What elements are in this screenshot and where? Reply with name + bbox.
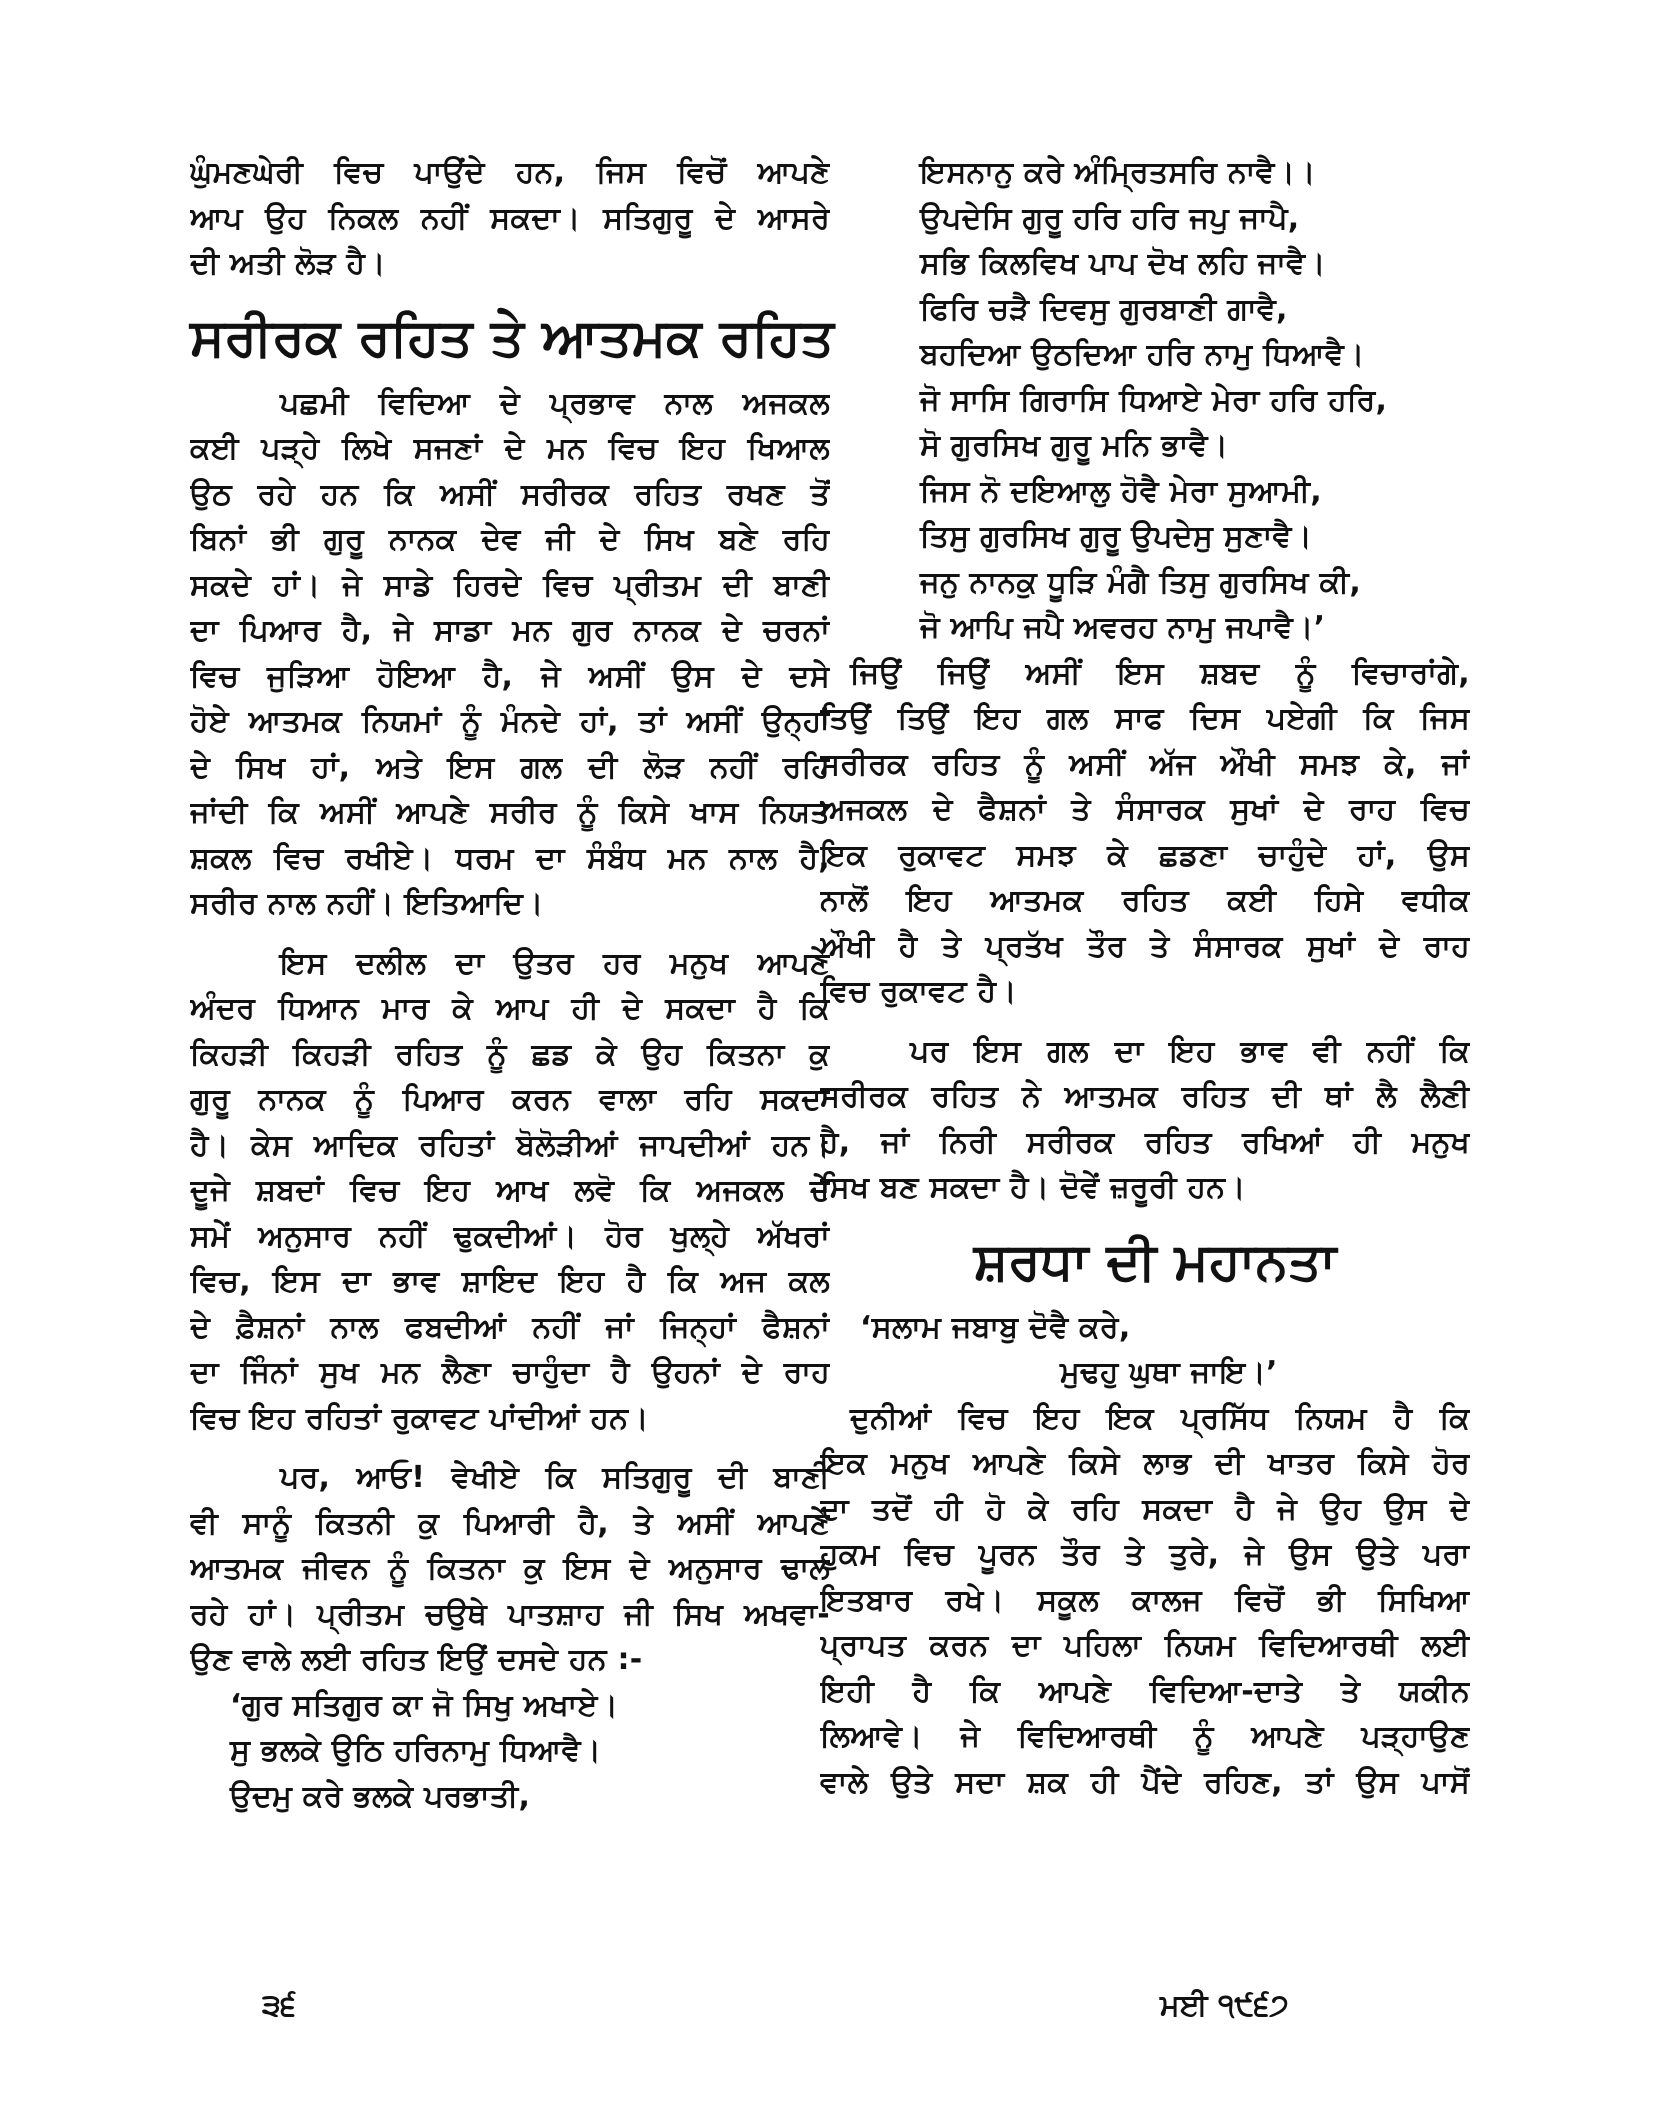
- quote-line: ਮੁਢਹੁ ਘੁਥਾ ਜਾਇ।’: [1060, 1355, 1278, 1390]
- text-line: ਵਿਚ ਰੁਕਾਵਟ ਹੈ।: [820, 974, 1017, 1009]
- text-line: ਨਾਲੋਂ ਇਹ ਆਤਮਕ ਰਹਿਤ ਕਈ ਹਿਸੇ ਵਧੀਕ: [820, 883, 1470, 918]
- text-line: ਸਰੀਰਕ ਰਹਿਤ ਨੂੰ ਅਸੀਂ ਅੱਜ ਔਖੀ ਸਮਝ ਕੇ, ਜਾਂ: [820, 746, 1470, 782]
- text-line: ਵਿਚ ਜੁੜਿਆ ਹੋਇਆ ਹੈ, ਜੇ ਅਸੀਂ ਉਸ ਦੇ ਦਸੇ: [190, 658, 830, 694]
- text-line: ਵਿਚ ਇਹ ਰਹਿਤਾਂ ਰੁਕਾਵਟ ਪਾਂਦੀਆਂ ਹਨ।: [190, 1400, 649, 1436]
- text-line: ਦਾ ਜਿੰਨਾਂ ਸੁਖ ਮਨ ਲੈਣਾ ਚਾਹੁੰਦਾ ਹੈ ਉਹਨਾਂ ਦੇ ਰਾਹ: [190, 1355, 830, 1390]
- text-line: ਇਤਬਾਰ ਰਖੇ। ਸਕੂਲ ਕਾਲਜ ਵਿਚੋਂ ਭੀ ਸਿਖਿਆ: [820, 1582, 1470, 1618]
- verse-line: ਜੋ ਆਪਿ ਜਪੈ ਅਵਰਹ ਨਾਮੁ ਜਪਾਵੈ।’: [920, 610, 1326, 645]
- verse-line: ਬਹਦਿਆ ਉਠਦਿਆ ਹਰਿ ਨਾਮੁ ਧਿਆਵੈ।: [920, 337, 1365, 372]
- text-line: ਉਠ ਰਹੇ ਹਨ ਕਿ ਅਸੀਂ ਸਰੀਰਕ ਰਹਿਤ ਰਖਣ ਤੋਂ: [190, 476, 830, 512]
- verse-line: ਸੋ ਗੁਰਸਿਖ ਗੁਰੂ ਮਨਿ ਭਾਵੈ।: [920, 428, 1229, 463]
- text-line: ਦੇ ਫ਼ੈਸ਼ਨਾਂ ਨਾਲ ਫਬਦੀਆਂ ਨਹੀਂ ਜਾਂ ਜਿਨ੍ਹਾਂ ਫੈਸ਼ਨਾਂ: [190, 1309, 830, 1345]
- verse-line: ਜਿਸ ਨੋ ਦਇਆਲੁ ਹੋਵੈ ਮੇਰਾ ਸੁਆਮੀ,: [920, 473, 1322, 509]
- text-line: ਅੰਦਰ ਧਿਆਨ ਮਾਰ ਕੇ ਆਪ ਹੀ ਦੇ ਸਕਦਾ ਹੈ ਕਿ: [190, 991, 830, 1026]
- text-line: ਪਰ ਇਸ ਗਲ ਦਾ ਇਹ ਭਾਵ ਵੀ ਨਹੀਂ ਕਿ: [910, 1033, 1470, 1069]
- verse-line: ਸਭਿ ਕਿਲਵਿਖ ਪਾਪ ਦੋਖ ਲਹਿ ਜਾਵੈ।: [920, 246, 1326, 281]
- text-line: ਜਿਉਂ ਜਿਉਂ ਅਸੀਂ ਇਸ ਸ਼ਬਦ ਨੂੰ ਵਿਚਾਰਾਂਗੇ,: [850, 655, 1470, 691]
- verse-line: ਜੋ ਸਾਸਿ ਗਿਰਾਸਿ ਧਿਆਏ ਮੇਰਾ ਹਰਿ ਹਰਿ,: [920, 382, 1388, 418]
- text-line: ਸਰੀਰਕ ਰਹਿਤ ਨੇ ਆਤਮਕ ਰਹਿਤ ਦੀ ਥਾਂ ਲੈ ਲੈਣੀ: [820, 1079, 1470, 1114]
- left-para-2: [190, 381, 830, 927]
- text-line: ਦੀ ਅਤੀ ਲੋੜ ਹੈ।: [190, 246, 386, 281]
- text-line: ਇਹੀ ਹੈ ਕਿ ਆਪਣੇ ਵਿਦਿਆ-ਦਾਤੇ ਤੇ ਯਕੀਨ: [820, 1673, 1470, 1709]
- text-line: ਦਾ ਪਿਆਰ ਹੈ, ਜੇ ਸਾਡਾ ਮਨ ਗੁਰ ਨਾਨਕ ਦੇ ਚਰਨਾਂ: [190, 613, 830, 648]
- verse-line: ਸੁ ਭਲਕੇ ਉਠਿ ਹਰਿਨਾਮੁ ਧਿਆਵੈ।: [230, 1733, 602, 1768]
- text-line: ਵਾਲੇ ਉਤੇ ਸਦਾ ਸ਼ਕ ਹੀ ਪੈਂਦੇ ਰਹਿਣ, ਤਾਂ ਉਸ ਪਾਸੋਂ: [820, 1764, 1470, 1800]
- verse-line: ਤਿਸੁ ਗੁਰਸਿਖ ਗੁਰੂ ਉਪਦੇਸੁ ਸੁਣਾਵੈ।: [920, 519, 1313, 554]
- text-line: ਕਈ ਪੜ੍ਹੇ ਲਿਖੇ ਸਜਣਾਂ ਦੇ ਮਨ ਵਿਚ ਇਹ ਖਿਆਲ: [190, 431, 830, 466]
- verse-line: ਉਦਮੁ ਕਰੇ ਭਲਕੇ ਪਰਭਾਤੀ,: [230, 1778, 531, 1814]
- text-line: ਗੁਰੂ ਨਾਨਕ ਨੂੰ ਪਿਆਰ ਕਰਨ ਵਾਲਾ ਰਹਿ ਸਕਦਾ: [190, 1082, 830, 1117]
- text-line: ਕਿਹੜੀ ਕਿਹੜੀ ਰਹਿਤ ਨੂੰ ਛਡ ਕੇ ਉਹ ਕਿਤਨਾ ਕੁ: [190, 1036, 830, 1072]
- text-line: ਔਖੀ ਹੈ ਤੇ ਪ੍ਰਤੱਖ ਤੌਰ ਤੇ ਸੰਸਾਰਕ ਸੁਖਾਂ ਦੇ ਰਾਹ: [820, 928, 1470, 964]
- left-column: [190, 150, 834, 1819]
- text-line: ਇਸ ਦਲੀਲ ਦਾ ਉਤਰ ਹਰ ਮਨੁਖ ਆਪਣੇ: [280, 945, 830, 981]
- text-line: ਸਰੀਰ ਨਾਲ ਨਹੀਂ। ਇਤਿਆਦਿ।: [190, 886, 544, 921]
- text-line: ਦੁਨੀਆਂ ਵਿਚ ਇਹ ਇਕ ਪ੍ਰਸਿੱਧ ਨਿਯਮ ਹੈ ਕਿ: [850, 1400, 1470, 1436]
- verse-line: ਫਿਰਿ ਚੜੈ ਦਿਵਸੁ ਗੁਰਬਾਣੀ ਗਾਵੈ,: [920, 291, 1288, 327]
- right-column: [820, 150, 1470, 1805]
- section-heading-physical-spiritual: ਸਰੀਰਕ ਰਹਿਤ ਤੇ ਆਤਮਕ ਰਹਿਤ: [190, 307, 834, 368]
- right-para-3: [820, 1396, 1470, 1806]
- text-line: ਲਿਆਵੇ। ਜੇ ਵਿਦਿਆਰਥੀ ਨੂੰ ਆਪਣੇ ਪੜ੍ਹਾਉਣ: [820, 1719, 1470, 1754]
- text-line: ਇਕ ਰੁਕਾਵਟ ਸਮਝ ਕੇ ਛਡਣਾ ਚਾਹੁੰਦੇ ਹਾਂ, ਉਸ: [820, 837, 1470, 873]
- section-heading-faith: ਸ਼ਰਧਾ ਦੀ ਮਹਾਨਤਾ: [973, 1231, 1337, 1292]
- text-line: ਪਰ, ਆਓ! ਵੇਖੀਏ ਕਿ ਸਤਿਗੁਰੂ ਦੀ ਬਾਣੀ: [280, 1460, 830, 1495]
- text-line: ਸਮੇਂ ਅਨੁਸਾਰ ਨਹੀਂ ਢੁਕਦੀਆਂ। ਹੋਰ ਖੁਲ੍ਹੇ ਅੱਖਰਾਂ: [190, 1218, 830, 1254]
- text-line: ਪ੍ਰਾਪਤ ਕਰਨ ਦਾ ਪਹਿਲਾ ਨਿਯਮ ਵਿਦਿਆਰਥੀ ਲਈ: [820, 1628, 1470, 1663]
- text-line: ਅਜਕਲ ਦੇ ਫੈਸ਼ਨਾਂ ਤੇ ਸੰਸਾਰਕ ਸੁਖਾਂ ਦੇ ਰਾਹ ਵਿਚ: [820, 792, 1470, 827]
- right-para-1: [820, 651, 1470, 1015]
- verse-line: ‘ਗੁਰ ਸਤਿਗੁਰ ਕਾ ਜੋ ਸਿਖੁ ਅਖਾਏ।: [230, 1687, 619, 1723]
- page-number: ੩੬: [262, 1988, 296, 2023]
- text-line: ਵਿਚ, ਇਸ ਦਾ ਭਾਵ ਸ਼ਾਇਦ ਇਹ ਹੈ ਕਿ ਅਜ ਕਲ: [190, 1264, 830, 1299]
- text-line: ਸਿਖ ਬਣ ਸਕਦਾ ਹੈ। ਦੋਵੇਂ ਜ਼ਰੂਰੀ ਹਨ।: [820, 1170, 1246, 1205]
- text-line: ਪਛਮੀ ਵਿਦਿਆ ਦੇ ਪ੍ਰਭਾਵ ਨਾਲ ਅਜਕਲ: [280, 385, 830, 421]
- right-verse: [820, 150, 1470, 651]
- text-line: ਸ਼ਕਲ ਵਿਚ ਰਖੀਏ। ਧਰਮ ਦਾ ਸੰਬੰਧ ਮਨ ਨਾਲ ਹੈ,: [190, 840, 830, 876]
- text-line: ਰਹੇ ਹਾਂ। ਪ੍ਰੀਤਮ ਚਉਥੇ ਪਾਤਸ਼ਾਹ ਜੀ ਸਿਖ ਅਖਵਾ-: [190, 1596, 830, 1632]
- left-para-3: [190, 941, 830, 1442]
- text-line: ਵੀ ਸਾਨੂੰ ਕਿਤਨੀ ਕੁ ਪਿਆਰੀ ਹੈ, ਤੇ ਅਸੀਂ ਆਪਣੇ: [190, 1505, 830, 1541]
- text-line: ਬਿਨਾਂ ਭੀ ਗੁਰੂ ਨਾਨਕ ਦੇਵ ਜੀ ਦੇ ਸਿਖ ਬਣੇ ਰਹਿ: [190, 522, 830, 557]
- text-line: ਆਤਮਕ ਜੀਵਨ ਨੂੰ ਕਿਤਨਾ ਕੁ ਇਸ ਦੇ ਅਨੁਸਾਰ ਢਾਲ: [190, 1551, 830, 1586]
- left-para-4: [190, 1455, 830, 1683]
- text-line: ਤਿਉਂ ਤਿਉਂ ਇਹ ਗਲ ਸਾਫ ਦਿਸ ਪਏਗੀ ਕਿ ਜਿਸ: [820, 701, 1470, 736]
- left-verse: [190, 1683, 830, 1820]
- verse-line: ਇਸਨਾਨੁ ਕਰੇ ਅੰਮ੍ਰਿਤਸਰਿ ਨਾਵੈ।।: [920, 155, 1316, 190]
- text-line: ਆਪ ਉਹ ਨਿਕਲ ਨਹੀਂ ਸਕਦਾ। ਸਤਿਗੁਰੂ ਦੇ ਆਸਰੇ: [190, 200, 830, 236]
- right-para-2: [820, 1029, 1470, 1211]
- right-quote: [820, 1305, 1470, 1396]
- text-line: ਜਾਂਦੀ ਕਿ ਅਸੀਂ ਆਪਣੇ ਸਰੀਰ ਨੂੰ ਕਿਸੇ ਖਾਸ ਨਿਯਤ: [190, 795, 830, 830]
- verse-line: ਉਪਦੇਸਿ ਗੁਰੂ ਹਰਿ ਹਰਿ ਜਪੁ ਜਾਪੈ,: [920, 200, 1300, 236]
- verse-line: ਜਨੁ ਨਾਨਕੁ ਧੂੜਿ ਮੰਗੈ ਤਿਸੁ ਗੁਰਸਿਖ ਕੀ,: [920, 564, 1362, 600]
- quote-line: ‘ਸਲਾਮ ਜਬਾਬੁ ਦੋਵੈ ਕਰੇ,: [860, 1309, 1131, 1345]
- text-line: ਉਣ ਵਾਲੇ ਲਈ ਰਹਿਤ ਇਉਂ ਦਸਦੇ ਹਨ :-: [190, 1642, 643, 1677]
- text-line: ਹੁਕਮ ਵਿਚ ਪੂਰਨ ਤੌਰ ਤੇ ਤੁਰੇ, ਜੇ ਉਸ ਉਤੇ ਪਰਾ: [820, 1537, 1470, 1572]
- text-line: ਹੈ, ਜਾਂ ਨਿਰੀ ਸਰੀਰਕ ਰਹਿਤ ਰਖਿਆਂ ਹੀ ਮਨੁਖ: [820, 1124, 1470, 1160]
- text-line: ਦੇ ਸਿਖ ਹਾਂ, ਅਤੇ ਇਸ ਗਲ ਦੀ ਲੋੜ ਨਹੀਂ ਰਹਿ: [190, 749, 830, 785]
- text-line: ਦਾ ਤਦੋਂ ਹੀ ਹੋ ਕੇ ਰਹਿ ਸਕਦਾ ਹੈ ਜੇ ਉਹ ਉਸ ਦੇ: [820, 1491, 1470, 1527]
- text-line: ਇਕ ਮਨੁਖ ਆਪਣੇ ਕਿਸੇ ਲਾਭ ਦੀ ਖਾਤਰ ਕਿਸੇ ਹੋਰ: [820, 1446, 1470, 1481]
- text-line: ਘੁੰਮਣਘੇਰੀ ਵਿਚ ਪਾਉਂਦੇ ਹਨ, ਜਿਸ ਵਿਚੋਂ ਆਪਣੇ: [190, 155, 830, 190]
- text-line: ਹੈ। ਕੇਸ ਆਦਿਕ ਰਹਿਤਾਂ ਬੋਲੋੜੀਆਂ ਜਾਪਦੀਆਂ ਹਨ।: [190, 1127, 830, 1163]
- text-line: ਸਕਦੇ ਹਾਂ। ਜੇ ਸਾਡੇ ਹਿਰਦੇ ਵਿਚ ਪ੍ਰੀਤਮ ਦੀ ਬਾਣੀ: [190, 567, 830, 603]
- left-para-1: [190, 150, 830, 287]
- issue-date: ਮਈ ੧੯੬੭: [1160, 1988, 1289, 2023]
- text-line: ਹੋਏ ਆਤਮਕ ਨਿਯਮਾਂ ਨੂੰ ਮੰਨਦੇ ਹਾਂ, ਤਾਂ ਅਸੀਂ ਉਨ੍ਹਾਂ: [190, 704, 830, 739]
- text-line: ਦੂਜੇ ਸ਼ਬਦਾਂ ਵਿਚ ਇਹ ਆਖ ਲਵੋ ਕਿ ਅਜਕਲ ਦੇ: [190, 1173, 830, 1208]
